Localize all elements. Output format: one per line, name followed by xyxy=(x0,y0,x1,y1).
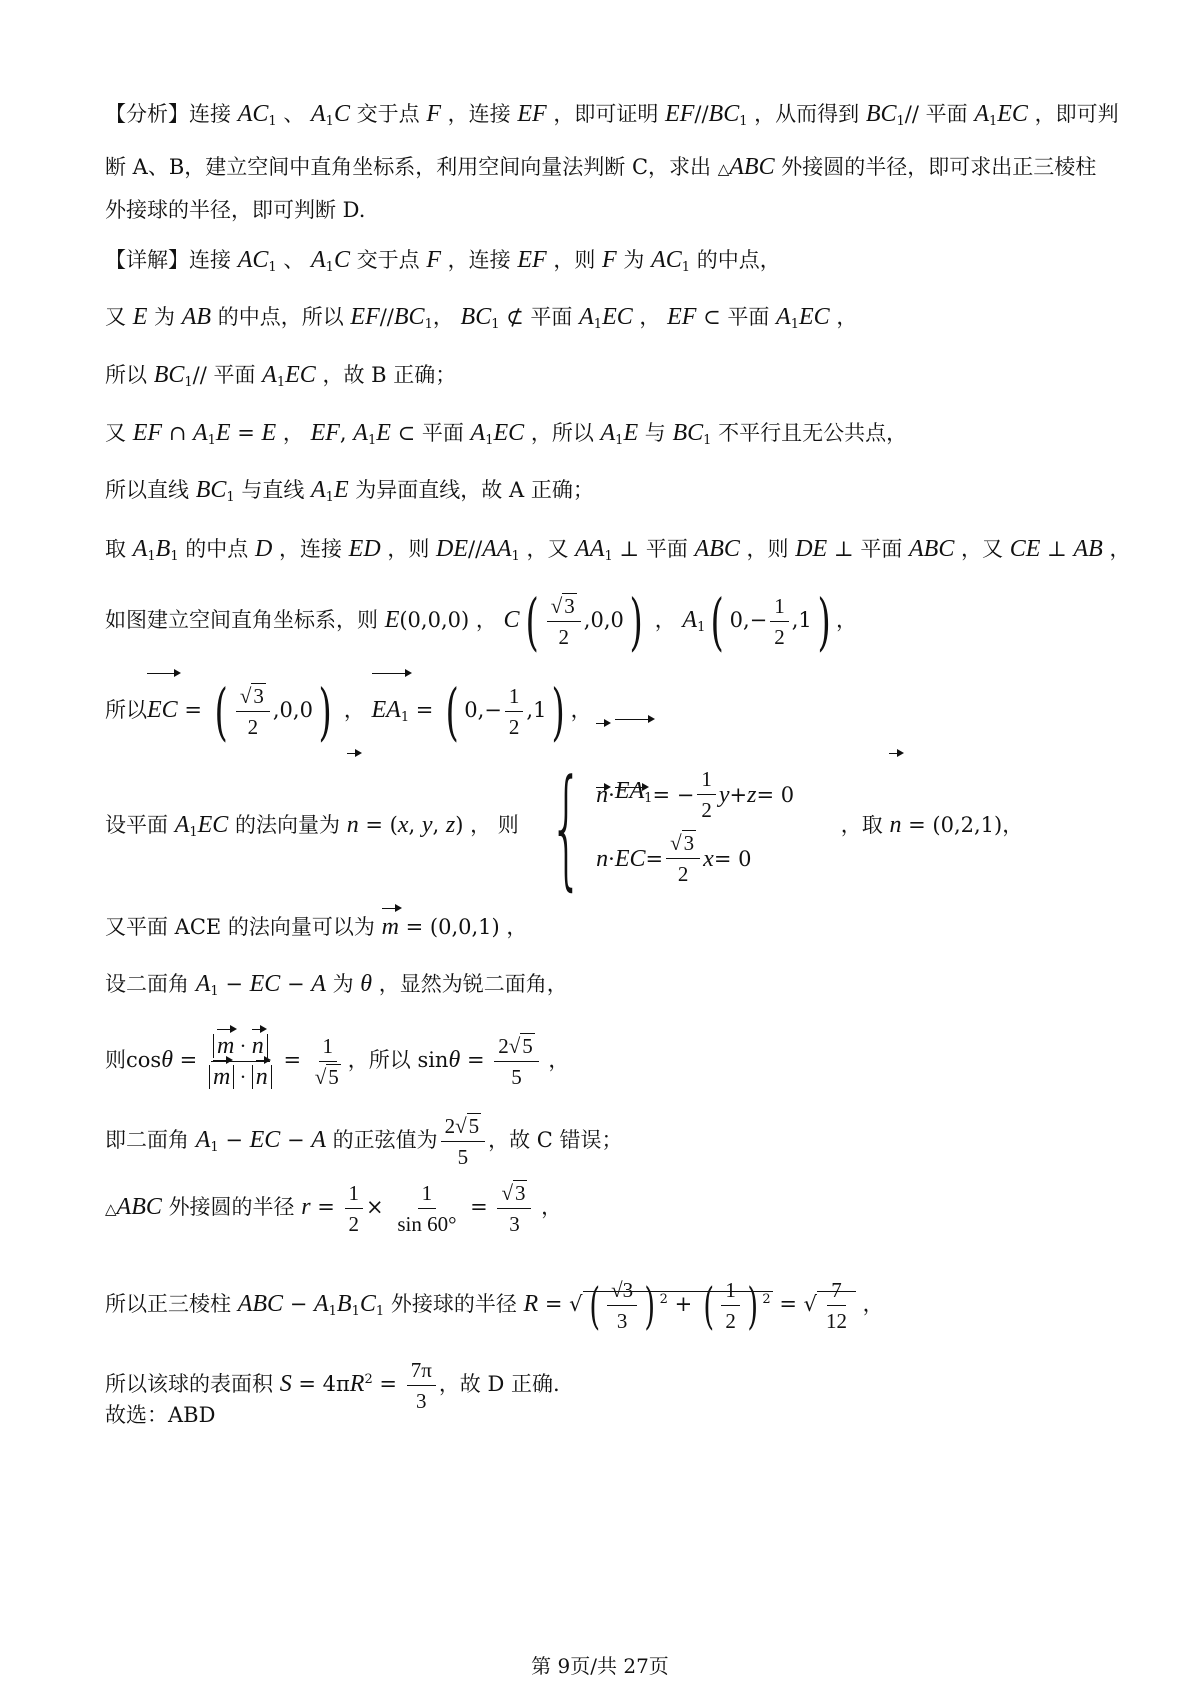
detail-line-6: 取 $A_1B_1$ 的中点 D ，连接 ED ，则 $DE//AA_1$ ，又 $AA_1$ ⊥ 平面 ABC ，则 DE ⊥ 平面 ABC ，又 CE ⊥ AB ， xyxy=(105,536,1131,564)
detail-line-1: 【详解】连接 $AC_1$ 、 $A_1C$ 交于点 F ，连接 EF ，则 F 为 $AC_1$ 的中点， xyxy=(105,247,781,275)
detail-line-12: 则cosθ = $\frac{m \cdot n}{m \cdot n}$ = $\frac{1}{√5}$ ，所以 sinθ = $\frac{2√5}{5}$ ， xyxy=(105,1033,570,1090)
detail-line-2: 又 E 为 AB 的中点，所以 $EF//BC_1$， $BC_1$ ⊄ 平面 $A_1EC$ ， EF ⊂ 平面 $A_1EC$ ， xyxy=(105,304,858,332)
analysis-line-1: 【分析】连接 $AC_1$ 、 $A_1C$ 交于点 F ，连接 EF ，即可证明 $EF//BC_1$ ，从而得到 $BC_1//$ 平面 $A_1EC$ ，即可判 xyxy=(105,101,1119,129)
detail-line-17: 故选：ABD xyxy=(105,1403,216,1427)
detail-tag: 【详解】 xyxy=(105,248,189,272)
detail-line-4: 又 EF ∩ $A_1E = E$ ， EF, $A_1E$ ⊂ 平面 $A_1EC$ ，所以 $A_1E$ 与 $BC_1$ 不平行且无公共点， xyxy=(105,420,908,448)
detail-line-7: 如图建立空间直角坐标系，则 E(0,0,0) ， C( $\frac{√3}{2}$ ,0,0) ， $A_1$( 0,− $\frac{1}{2}$ ,1) ， xyxy=(105,584,857,658)
detail-line-15: 所以正三棱柱 ABC − $A_1B_1C_1$ 外接球的半径 R = √ ( $\frac{√3}{3}$ ) $^2$ + ( $\frac{1}{2}$ ) $^2$ = √ $\frac{7}{12}$ ， xyxy=(105,1276,884,1335)
detail-line-5: 所以直线 $BC_1$ 与直线 $A_1E$ 为异面直线，故 A 正确； xyxy=(105,477,594,505)
detail-line-10: 又平面 ACE 的法向量可以为 m = (0,0,1) ， xyxy=(105,910,1105,944)
detail-line-11: 设二面角 $A_1$ − EC − A 为 θ ，显然为锐二面角， xyxy=(105,971,568,999)
analysis-tag: 【分析】 xyxy=(105,102,189,126)
detail-line-16: 所以该球的表面积 $S = 4\pi R^2$ = $\frac{7\pi}{3}$ ，故 D 正确. xyxy=(105,1345,1105,1419)
detail-line-8: 所以EC = ( $\frac{√3}{2}$ ,0,0) ， $EA_1$ = ( 0,− $\frac{1}{2}$ ,1) ， xyxy=(105,675,1105,753)
analysis-line-2: 断 A、B，建立空间中直角坐标系，利用空间向量法判断 C，求出 △ABC 外接圆的半径，即可求出正三棱柱 xyxy=(105,154,1097,180)
detail-line-14: △ABC 外接圆的半径 r = $\frac{1}{2}$ × $\frac{1}{\sin 60^\circ}$ = $\frac{√3}{3}$ ， xyxy=(105,1172,1105,1244)
detail-line-9: 设平面 $A_1EC$ 的法向量为 n = (x, y, z) ， 则 { n · $EA_1$ = − $\frac{1}{2}$ y + z = 0 n · EC = $\frac{√3}{2}$ x = 0 ，取 n = (0,2,1)， xyxy=(105,755,1105,903)
equation-system: { n · $EA_1$ = − $\frac{1}{2}$ y + z = 0 n · EC = $\frac{√3}{2}$ x = 0 xyxy=(525,762,794,892)
page-footer: 第 9页/共 27页 xyxy=(531,1654,669,1678)
detail-line-3: 所以 $BC_1//$ 平面 $A_1EC$ ，故 B 正确； xyxy=(105,362,457,390)
analysis-line-3: 外接球的半径，即可判断 D. xyxy=(105,198,366,222)
detail-line-13: 即二面角 $A_1$ − EC − A 的正弦值为 $\frac{2√5}{5}$ ，故 C 错误； xyxy=(105,1110,1105,1178)
